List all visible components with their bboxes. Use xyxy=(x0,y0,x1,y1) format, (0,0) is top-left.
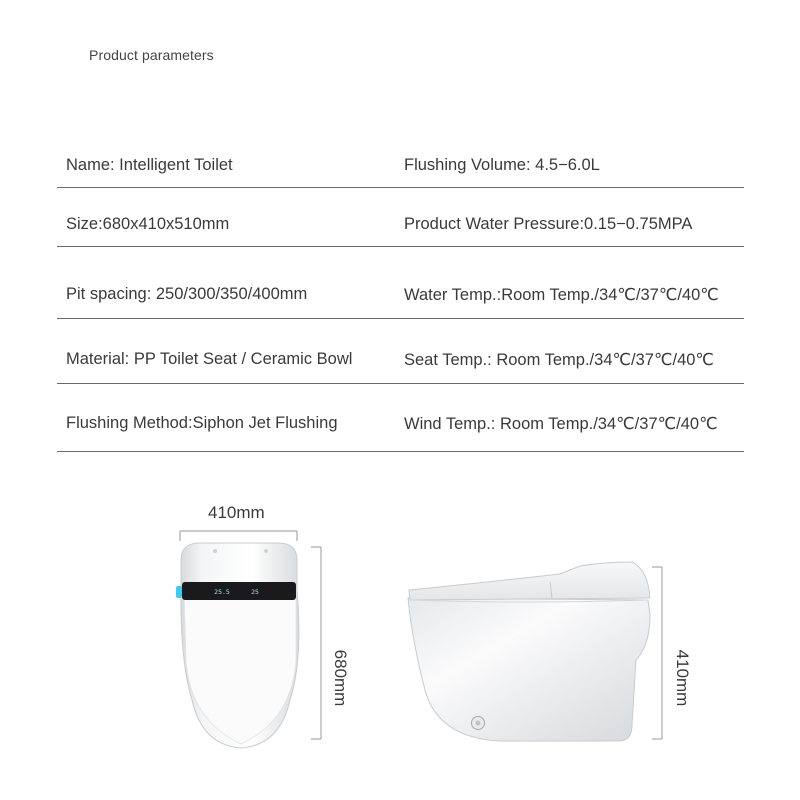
height-dimension-line xyxy=(652,567,662,739)
width-dimension-line xyxy=(180,531,297,541)
param-water-pressure: Product Water Pressure:0.15−0.75MPA xyxy=(404,215,693,233)
param-flushing-volume: Flushing Volume: 4.5−6.0L xyxy=(404,156,600,174)
page-title: Product parameters xyxy=(89,47,214,63)
param-flushing-method: Flushing Method:Siphon Jet Flushing xyxy=(66,414,338,432)
param-size: Size:680x410x510mm xyxy=(66,215,230,233)
param-name: Name: Intelligent Toilet xyxy=(66,156,233,174)
toilet-side-view xyxy=(408,562,650,741)
width-label: 410mm xyxy=(208,503,265,522)
length-label: 680mm xyxy=(331,649,350,707)
param-material: Material: PP Toilet Seat / Ceramic Bowl xyxy=(66,350,353,368)
hinge-dot-icon xyxy=(264,549,268,553)
param-pit-spacing: Pit spacing: 250/300/350/400mm xyxy=(66,285,308,303)
param-wind-temp: Wind Temp.: Room Temp./34℃/37℃/40℃ xyxy=(404,415,718,433)
length-dimension-line xyxy=(311,547,321,739)
toilet-top-view xyxy=(176,543,299,748)
param-seat-temp: Seat Temp.: Room Temp./34℃/37℃/40℃ xyxy=(404,351,714,369)
status-light xyxy=(176,586,182,598)
control-panel xyxy=(182,582,296,600)
hinge-dot-icon xyxy=(213,549,217,553)
param-water-temp: Water Temp.:Room Temp./34℃/37℃/40℃ xyxy=(404,286,719,304)
height-label: 410mm xyxy=(673,649,692,707)
display-right-readout: 25 xyxy=(251,588,259,596)
drain-center xyxy=(476,721,481,726)
display-left-readout: 25.5 xyxy=(214,588,230,596)
